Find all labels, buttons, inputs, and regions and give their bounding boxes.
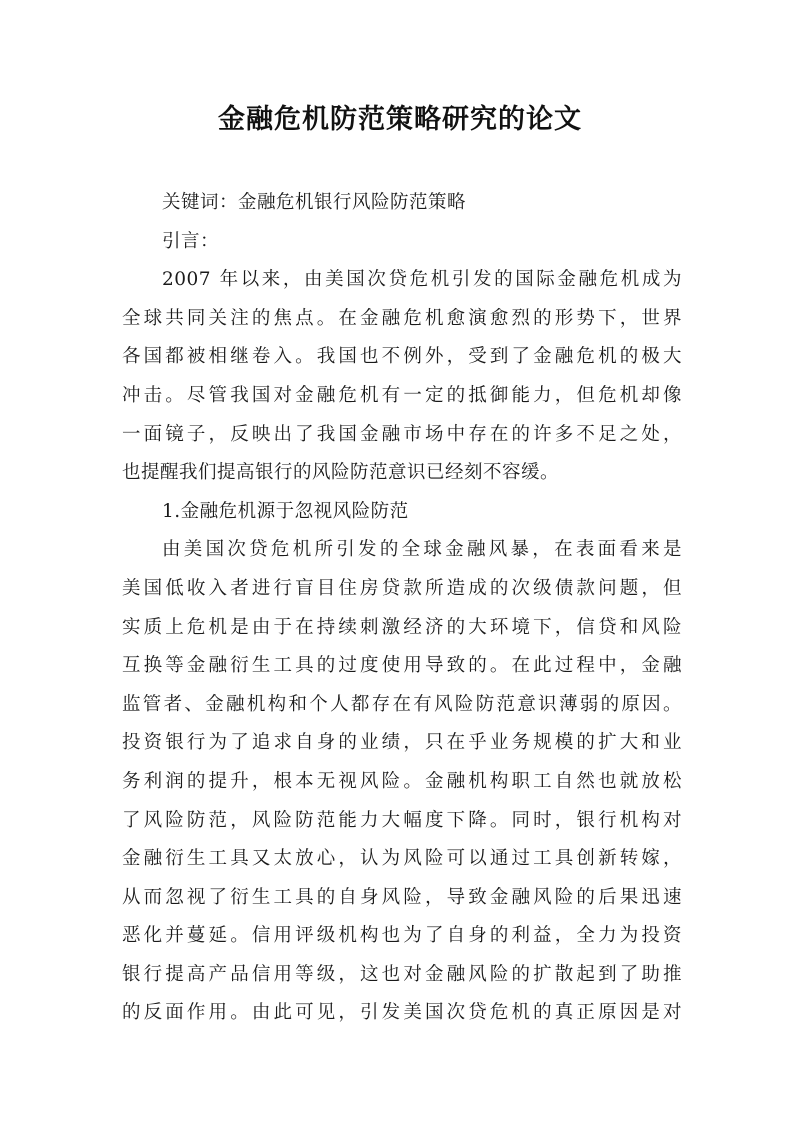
- document-title: 金融危机防范策略研究的论文: [218, 104, 582, 135]
- text-line: 1.金融危机源于忽视风险防范: [162, 500, 409, 522]
- text-line: 冲击。尽管我国对金融危机有一定的抵御能力，但危机却像: [122, 384, 682, 406]
- text-line: 实质上危机是由于在持续刺激经济的大环境下，信贷和风险: [122, 616, 682, 638]
- text-line: 引言：: [162, 230, 220, 252]
- text-line: 一面镜子，反映出了我国金融市场中存在的许多不足之处，: [122, 423, 682, 445]
- text-line: 美国低收入者进行盲目住房贷款所造成的次级债款问题，但: [122, 577, 682, 599]
- text-line: 2007 年以来，由美国次贷危机引发的国际金融危机成为: [162, 269, 682, 291]
- text-line: 金融衍生工具又太放心，认为风险可以通过工具创新转嫁，: [122, 848, 682, 870]
- text-line: 监管者、金融机构和个人都存在有风险防范意识薄弱的原因。: [122, 693, 682, 715]
- document-body: [122, 184, 682, 1033]
- text-line: 由美国次贷危机所引发的全球金融风暴，在表面看来是: [162, 539, 682, 561]
- text-line: 了风险防范，风险防范能力大幅度下降。同时，银行机构对: [122, 809, 682, 831]
- text-line: 也提醒我们提高银行的风险防范意识已经刻不容缓。: [122, 462, 560, 484]
- text-line: 的反面作用。由此可见，引发美国次贷危机的真正原因是对: [122, 1002, 682, 1024]
- text-line: 从而忽视了衍生工具的自身风险，导致金融风险的后果迅速: [122, 886, 682, 908]
- text-line: 银行提高产品信用等级，这也对金融风险的扩散起到了助推: [122, 963, 682, 985]
- text-line: 关键词：金融危机银行风险防范策略: [162, 192, 467, 213]
- text-line: 全球共同关注的焦点。在金融危机愈演愈烈的形势下，世界: [122, 307, 682, 329]
- text-line: 恶化并蔓延。信用评级机构也为了自身的利益，全力为投资: [122, 925, 682, 947]
- text-line: 各国都被相继卷入。我国也不例外，受到了金融危机的极大: [122, 346, 682, 368]
- text-line: 务利润的提升，根本无视风险。金融机构职工自然也就放松: [122, 770, 682, 792]
- text-line: 投资银行为了追求自身的业绩，只在乎业务规模的扩大和业: [122, 732, 682, 754]
- text-line: 互换等金融衍生工具的过度使用导致的。在此过程中，金融: [122, 655, 682, 677]
